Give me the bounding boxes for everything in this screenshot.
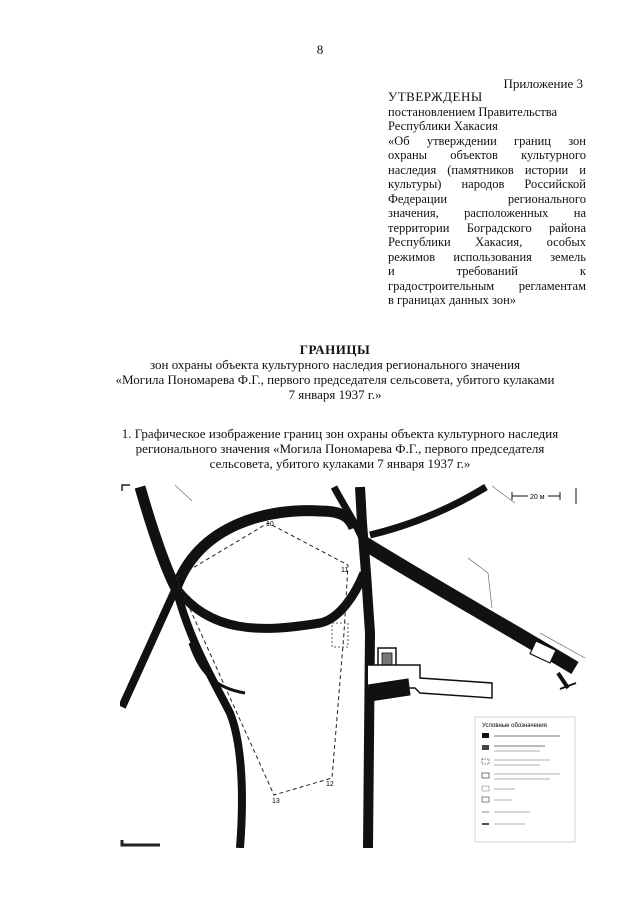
title-line-2: «Могила Пономарева Ф.Г., первого председателя сельсовета, убитого кулаками [115,372,555,387]
approval-line: культуры) народов Российской [388,177,586,191]
building [530,641,556,663]
monument-marker [332,623,348,647]
map-svg [120,483,590,848]
approval-line: в границах данных зон» [388,293,517,307]
approval-line: охраны объектов культурного [388,148,586,162]
section-line-1: 1. Графическое изображение границ зон охраны объекта культурного наследия [121,426,559,441]
approval-line: градостроительным регламентам [388,278,586,293]
approval-line: режимов использования земель [388,249,586,264]
point-label-13: 13 [272,798,280,805]
road-mid [176,573,364,628]
section-line-2: регионального значения «Могила Пономарева Ф.Г., первого председателя [135,441,545,456]
road-north-loop [140,487,354,588]
approval-line: Республики Хакасия, особых [388,235,586,249]
approval-line: «Об утверждении границ зон [388,133,586,148]
legend-title: Условные обозначения [482,723,547,729]
approval-lines [388,105,586,308]
title-line-3: 7 января 1937 г.» [288,387,382,402]
title-block [60,342,610,402]
approval-line: наследия (памятников истории и [388,162,586,177]
section-line-3: сельсовета, убитого кулаками 7 января 1937 г.» [209,456,471,471]
approved-word: УТВЕРЖДЕНЫ [388,89,483,104]
terrain-line [175,485,192,501]
appendix-label: Приложение 3 [503,76,583,91]
map-frame-corner [122,840,160,845]
map-frame-corner [122,485,130,491]
fence [560,683,576,689]
approval-line: Федерации регионального [388,191,586,206]
page-number: 8 [316,42,324,57]
section-heading [60,426,620,471]
point-label-9: 9 [180,580,184,587]
approval-block [388,90,586,308]
scale-label: 20 м [530,494,545,501]
road-curve-east-upper [370,487,486,535]
point-label-11: 11 [341,567,349,574]
map-legend [475,717,575,842]
approval-line: значения, расположенных на [388,206,586,220]
approval-line: постановлением Правительства [388,104,558,119]
boundary-map [120,483,590,848]
document-title: ГРАНИЦЫ [299,342,371,357]
approval-line: Республики Хакасия [388,119,498,133]
road-west-diagonal [122,588,176,707]
title-line-1: зон охраны объекта культурного наследия регионального значения [149,357,521,372]
approval-line: территории Боградского района [388,220,586,235]
point-label-10: 10 [266,521,274,528]
approval-line: и требований к [388,264,586,278]
point-label-12: 12 [326,781,334,788]
